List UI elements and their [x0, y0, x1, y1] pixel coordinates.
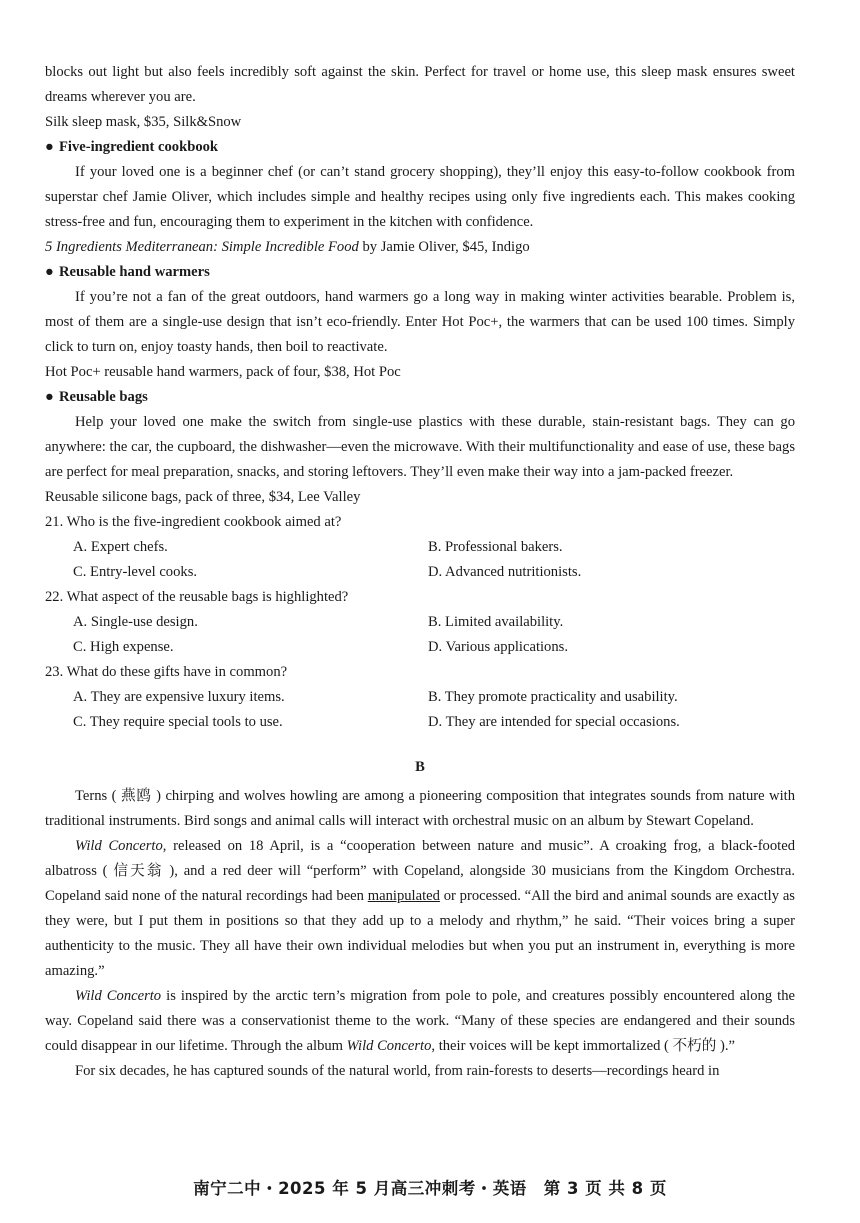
option-a: A. They are expensive luxury items. [73, 689, 285, 705]
cookbook-product: 5 Ingredients Mediterranean: Simple Incredible Food by Jamie Oliver, $45, Indigo [45, 239, 530, 255]
exam-page [45, 60, 795, 1084]
page-footer: 南宁二中・2025 年 5 月高三冲刺考・英语 第 3 页 共 8 页 [193, 1179, 667, 1198]
question-23 [45, 660, 795, 735]
option-d: D. Advanced nutritionists. [428, 564, 582, 580]
section-label: B [415, 759, 425, 775]
bullet-icon: ● [45, 264, 54, 280]
bags-text: Help your loved one make the switch from single-use plastics with these durable, stain-resistant bags. They can go anywhere: the car, the cupboard, the dishwasher—even the microwave. With their multifunctionality and ease of use, these bags are perfect for meal preparation, snacks, and storing leftovers. They’ll even make their way into a jam-packed freezer. [45, 414, 795, 480]
underlined-word: manipulated [367, 888, 440, 904]
question-text: 23. What do these gifts have in common? [45, 664, 288, 680]
option-d: D. They are intended for special occasions. [428, 714, 680, 730]
option-b: B. Professional bakers. [428, 539, 563, 555]
option-b: B. They promote practicality and usability. [428, 689, 678, 705]
option-c: C. They require special tools to use. [73, 714, 283, 730]
sleep-mask-text: blocks out light but also feels incredibly soft against the skin. Perfect for travel or home use, this sleep mask ensures sweet dreams wherever you are. [45, 64, 795, 105]
option-c: C. High expense. [73, 639, 174, 655]
question-22 [45, 585, 795, 660]
passage-b-paragraph-2: Wild Concerto, released on 18 April, is a “cooperation between nature and music”. A croaking frog, a black-footed albatross ( 信天翁 ), and a red deer will “perform” with Copeland, alongside 30 musicians from the Kingdom Orchestra. Copeland said none of the natural recordings had been manipulated or processed. “All the bird and animal sounds are exactly as they were, but I put them in positions so that they add up to a melody and rhythm,” he said. “Their voices bring a super authenticity to the music. They all have their own individual melodies but when you put an instrument in, everything is more amazing.” [45, 838, 795, 979]
gift-heading-cookbook: ● Five-ingredient cookbook [45, 135, 795, 160]
question-21 [45, 510, 795, 585]
gift-heading-bags: ● Reusable bags [45, 385, 795, 410]
bullet-icon: ● [45, 389, 54, 405]
passage-b-paragraph-4: For six decades, he has captured sounds of the natural world, from rain-forests to deserts—recordings heard in [75, 1063, 720, 1079]
gift-heading-hand-warmers: ● Reusable hand warmers [45, 260, 795, 285]
passage-b-paragraph-1: Terns ( 燕鸥 ) chirping and wolves howling are among a pioneering composition that integrates sounds from nature with traditional instruments. Bird songs and animal calls will interact with orchestral music on an album by Stewart Copeland. [45, 788, 795, 829]
bullet-icon: ● [45, 139, 54, 155]
option-a: A. Expert chefs. [73, 539, 168, 555]
question-text: 21. Who is the five-ingredient cookbook aimed at? [45, 514, 342, 530]
passage-b-paragraph-3: Wild Concerto is inspired by the arctic tern’s migration from pole to pole, and creatures possibly encountered along the way. Copeland said there was a conservationist theme to the work. “Many of these species are endangered and their sounds could disappear in our lifetime. Through the album Wild Concerto, their voices will be kept immortalized ( 不朽的 ).” [45, 988, 795, 1054]
option-a: A. Single-use design. [73, 614, 198, 630]
question-text: 22. What aspect of the reusable bags is highlighted? [45, 589, 349, 605]
option-d: D. Various applications. [428, 639, 568, 655]
hand-warmers-text: If you’re not a fan of the great outdoors, hand warmers go a long way in making winter activities bearable. Problem is, most of them are a single-use design that isn’t eco-friendly. Enter Hot Poc+, the warmers that can be used 100 times. Simply click to turn on, enjoy toasty hands, then boil to reactivate. [45, 289, 795, 355]
sleep-mask-product: Silk sleep mask, $35, Silk&Snow [45, 114, 242, 130]
hand-warmers-product: Hot Poc+ reusable hand warmers, pack of four, $38, Hot Poc [45, 364, 401, 380]
option-c: C. Entry-level cooks. [73, 564, 198, 580]
option-b: B. Limited availability. [428, 614, 564, 630]
cookbook-text: If your loved one is a beginner chef (or can’t stand grocery shopping), they’ll enjoy this easy-to-follow cookbook from superstar chef Jamie Oliver, which includes simple and healthy recipes using only five ingredients each. This makes cooking stress-free and fun, encouraging them to experiment in the kitchen with confidence. [45, 164, 795, 230]
bags-product: Reusable silicone bags, pack of three, $34, Lee Valley [45, 489, 361, 505]
